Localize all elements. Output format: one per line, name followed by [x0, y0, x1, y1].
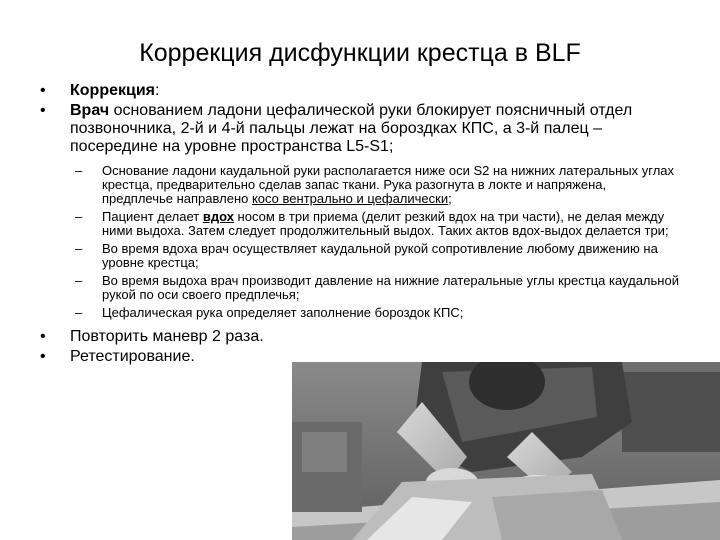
- sub-bullet-item: [70, 274, 680, 302]
- text-run: Во время выдоха врач производит давление на нижние латеральные углы крестца каудальной рукой по оси своего предплечья;: [102, 273, 679, 302]
- sub-bullet-item: [70, 306, 680, 320]
- text-run: :: [155, 82, 160, 99]
- sub-bullet-item: [70, 210, 680, 238]
- text-run: Врач: [70, 102, 110, 119]
- text-run: Цефалическая рука определяет заполнение бороздок КПС;: [102, 305, 464, 320]
- bullet-text: [70, 348, 680, 366]
- text-run: Коррекция: [70, 82, 155, 99]
- text-run: Повторить маневр 2 раза.: [70, 328, 264, 345]
- bullet-item: [40, 102, 680, 320]
- bullet-item: [40, 328, 680, 346]
- text-run: основанием ладони цефалической руки блокирует поясничный отдел позвоночника, 2-й и 4-й пальцы лежат на бороздках КПС, а 3-й палец – посередине на уровне пространства L5-S1;: [70, 102, 633, 155]
- text-run: Пациент делает: [102, 209, 203, 224]
- sub-bullet-item: [70, 242, 680, 270]
- bullet-item: [40, 82, 680, 100]
- bullet-text: [70, 82, 680, 100]
- text-run: ;: [448, 191, 452, 206]
- text-run: носом в три приема (делит резкий вдох на три части), не делая между ними выдоха. Затем следует продолжительный выдох. Таких актов вдох-выдох делается три;: [102, 209, 669, 238]
- text-run: косо вентрально и цефалически: [251, 191, 449, 206]
- bullet-text: [70, 328, 680, 346]
- sub-bullet-list: [70, 164, 680, 320]
- text-run: вдох: [202, 209, 234, 224]
- slide-title: Коррекция дисфункции крестца в BLF: [139, 39, 581, 67]
- bullet-text: [70, 102, 680, 156]
- text-run: Основание ладони каудальной руки располагается ниже оси S2 на нижних латеральных углах крестца, предварительно сделав запас ткани. Рука разогнута в локте и напряжена, предплечье направлено: [102, 163, 675, 206]
- slide-body: [40, 82, 680, 368]
- sub-bullet-item: [70, 164, 680, 206]
- bullet-item: [40, 348, 680, 366]
- photo-sacrum-correction: [292, 362, 720, 540]
- text-run: Во время вдоха врач осуществляет каудальной рукой сопротивление любому движению на уровне крестца;: [102, 241, 658, 270]
- photo-illustration: [292, 362, 720, 540]
- text-run: Ретестирование.: [70, 348, 195, 365]
- bullet-list: [40, 82, 680, 366]
